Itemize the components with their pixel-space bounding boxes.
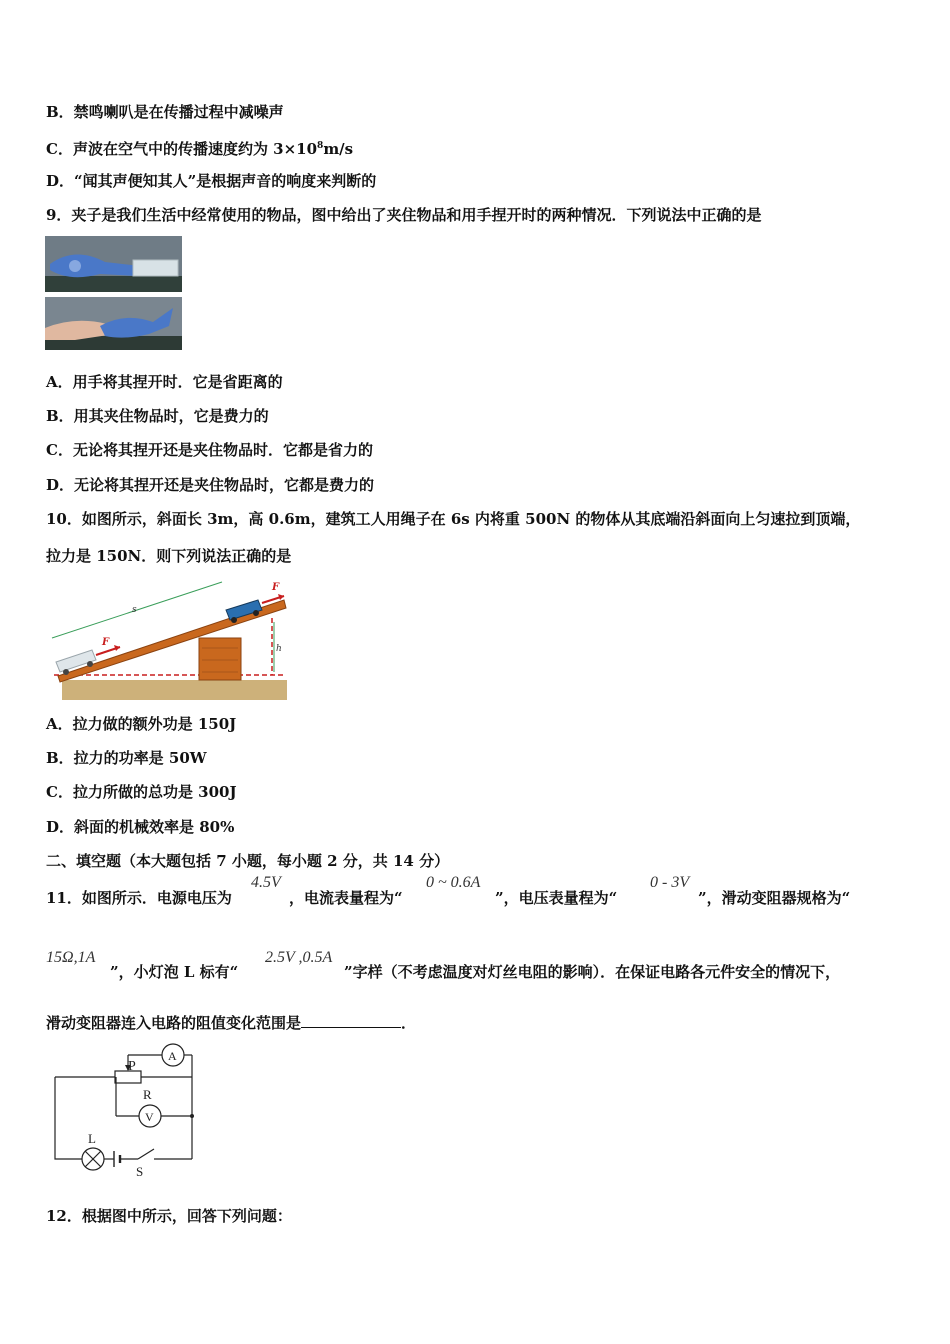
ammeter-label: A bbox=[168, 1049, 177, 1063]
q11-part3: ”，电压表量程为“ bbox=[495, 889, 618, 907]
incline-figure bbox=[44, 578, 289, 702]
q9-option-b: B．用其夹住物品时，它是费力的 bbox=[46, 407, 269, 425]
q9-option-d: D．无论将其捏开还是夹住物品时，它都是费力的 bbox=[46, 476, 375, 494]
q10-option-b: B．拉力的功率是 50W bbox=[46, 749, 207, 767]
q11-question bbox=[46, 1013, 416, 1033]
q8-option-c bbox=[46, 136, 353, 159]
q8-option-c-exponent: 8 bbox=[317, 141, 324, 151]
q10-stem-line1: 10．如图所示，斜面长 3m，高 0.6m，建筑工人用绳子在 6s 内将重 500N 的物体从其底端沿斜面向上匀速拉到顶端， bbox=[46, 510, 861, 528]
q9-stem: 9．夹子是我们生活中经常使用的物品，图中给出了夹住物品和用手捏开时的两种情况．下列说法中正确的是 bbox=[46, 206, 762, 224]
rheostat-label: R bbox=[143, 1087, 152, 1102]
switch bbox=[138, 1149, 154, 1159]
q10-stem-line2: 拉力是 150N．则下列说法正确的是 bbox=[46, 547, 292, 565]
q11-voltmeter-range: 0 - 3V bbox=[650, 874, 690, 891]
slider-label-p: P bbox=[128, 1059, 136, 1074]
clip-photo-figure bbox=[45, 236, 182, 350]
q11-part6: ”字样（不考虑温度对灯丝电阻的影响）．在保证电路各元件安全的情况下， bbox=[344, 963, 841, 981]
q8-option-c-unit: m/s bbox=[323, 140, 354, 158]
q11-question-end: ． bbox=[401, 1014, 417, 1032]
q8-option-d: D．“闻其声便知其人”是根据声音的响度来判断的 bbox=[46, 172, 377, 190]
q10-option-a: A．拉力做的额外功是 150J bbox=[46, 715, 237, 733]
lamp-label: L bbox=[88, 1131, 96, 1146]
support-block bbox=[199, 638, 241, 680]
q9-option-a: A．用手将其捏开时．它是省距离的 bbox=[46, 373, 283, 391]
q11-part1: 11．如图所示．电源电压为 bbox=[46, 889, 232, 907]
section2-heading: 二、填空题（本大题包括 7 小题，每小题 2 分，共 14 分） bbox=[46, 852, 450, 870]
q11-rheostat-spec: 15Ω,1A bbox=[46, 949, 96, 966]
q11-part5: ”，小灯泡 L 标有“ bbox=[110, 963, 239, 981]
q10-option-c: C．拉力所做的总功是 300J bbox=[46, 783, 237, 801]
q11-question-text: 滑动变阻器连入电路的阻值变化范围是 bbox=[46, 1014, 302, 1032]
force-label-bottom: F bbox=[102, 637, 110, 648]
voltmeter-label: V bbox=[145, 1110, 154, 1124]
answer-blank bbox=[301, 1013, 401, 1028]
q11-voltage: 4.5V bbox=[251, 874, 281, 891]
q8-option-b: B．禁鸣喇叭是在传播过程中减噪声 bbox=[46, 103, 284, 121]
q11-lamp-rating: 2.5V ,0.5A bbox=[265, 949, 333, 966]
q10-option-d: D．斜面的机械效率是 80% bbox=[46, 818, 235, 836]
q11-ammeter-range: 0 ~ 0.6A bbox=[426, 874, 481, 891]
height-h-label: h bbox=[276, 644, 282, 654]
ground bbox=[62, 680, 287, 700]
circuit-diagram bbox=[50, 1043, 210, 1179]
q8-option-c-text: C．声波在空气中的传播速度约为 3×10 bbox=[46, 140, 318, 158]
force-label-top: F bbox=[272, 582, 280, 593]
switch-label: S bbox=[136, 1164, 144, 1179]
q11-part4: ”，滑动变阻器规格为“ bbox=[698, 889, 851, 907]
length-s-label: s bbox=[132, 605, 137, 615]
q9-option-c: C．无论将其捏开还是夹住物品时．它都是省力的 bbox=[46, 441, 373, 459]
q12-stem: 12．根据图中所示，回答下列问题： bbox=[46, 1207, 292, 1225]
q11-part2: ，电流表量程为“ bbox=[289, 889, 403, 907]
